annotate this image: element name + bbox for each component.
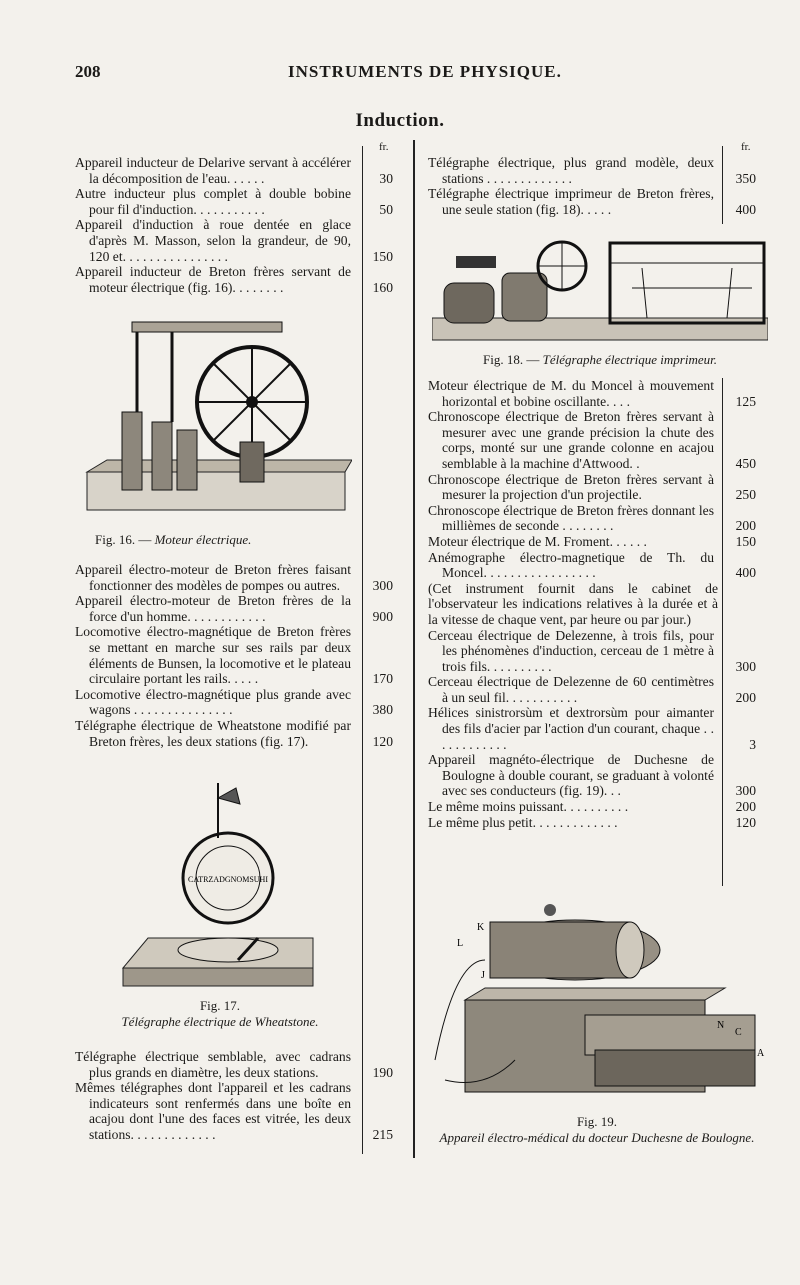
list-item: Appareil d'induction à roue dentée en glace d'après M. Masson, selon la grandeur, de 90, 120 et. . . . . . . . . . . . . . . . 150 [75,217,393,264]
list-item: Chronoscope électrique de Breton frères servant à mesurer avec une grande précision la chute des corps, monté sur une grande colonne en acajou semblable à la machine d'Attwood. . 450 [428,409,756,471]
fig19-letter-c: C [735,1027,742,1038]
column-divider [413,140,415,1158]
fig17-label: Fig. 17. [199,998,241,1013]
fig19-title: Appareil électro-médical du docteur Duchesne de Boulogne. [439,1130,755,1145]
list-item: Le même plus petit. . . . . . . . . . . . . 120 [428,814,756,830]
note-text: (Cet instrument fournit dans le cabinet de l'observateur les indications relatives à la durée et à la vitesse de chaque vent, par heure ou par jour.) [428,580,718,627]
right-column-middle [428,378,758,830]
left-column-middle [75,562,395,749]
list-item: Appareil inducteur de Delarive servant à accélérer la décomposition de l'eau. . . . . . 30 [75,155,393,186]
page-number: 208 [75,62,101,81]
fig19-illustration [425,900,770,1110]
left-column-top [75,155,395,295]
fig17-dial-text: CATRZADGNOMSUHI [187,875,269,884]
right-column-top [428,155,758,217]
list-item: Locomotive électro-magnétique de Breton frères se mettant en marche sur ses rails par deux éléments de Bunsen, la locomotive et le plateau circulaire portant les rails. . . . . 170 [75,624,393,687]
list-item: Cerceau électrique de Delezenne, à trois fils, pour les phénomènes d'induction, cerceau de 1 mètre à trois fils. . . . . . . . . . 300 [428,627,756,674]
fig17-illustration [118,778,318,992]
list-item: Télégraphe électrique imprimeur de Breton frères, une seule station (fig. 18). . . . . 400 [428,186,756,217]
list-item: Hélices sinistrorsùm et dextrorsùm pour aimanter des fils d'acier par l'action d'un courant, chaque . . . . . . . . . . . . 3 [428,705,756,752]
list-item: Le même moins puissant. . . . . . . . . . 200 [428,799,756,815]
list-item: Appareil électro-moteur de Breton frères de la force d'un homme. . . . . . . . . . . . 900 [75,593,393,624]
fig19-letter-l: L [457,938,464,949]
list-item: Appareil inducteur de Breton frères servant de moteur électrique (fig. 16). . . . . . . . 160 [75,264,393,295]
list-item: Mêmes télégraphes dont l'appareil et les cadrans indicateurs sont renfermés dans une boîte en acajou dont l'une des faces est vitrée, les deux stations. . . . . . . . . . . . . 215 [75,1080,393,1142]
list-item: Télégraphe électrique, plus grand modèle, deux stations . . . . . . . . . . . . . 350 [428,155,756,186]
section-title: Induction. [355,110,445,131]
fig17-title: Télégraphe électrique de Wheatstone. [121,1014,319,1029]
list-item: Locomotive électro-magnétique plus grande avec wagons . . . . . . . . . . . . . . . 380 [75,686,393,718]
list-item: Cerceau électrique de Delezenne de 60 centimètres à un seul fil. . . . . . . . . . . 200 [428,674,756,705]
fig18-label: Fig. 18. [483,352,524,367]
list-item: Chronoscope électrique de Breton frères donnant les millièmes de seconde . . . . . . . . 200 [428,502,756,534]
list-item: Anémographe électro-magnetique de Th. du Moncel. . . . . . . . . . . . . . . . . 400 [428,549,756,581]
list-item: Appareil électro-moteur de Breton frères faisant fonctionner des modèles de pompes ou autres. 300 [75,562,393,593]
running-title: INSTRUMENTS DE PHYSIQUE. [288,62,562,81]
fig19-label: Fig. 19. [576,1114,618,1129]
fig16-title: Moteur électrique. [154,532,252,547]
currency-label-left: fr. [379,141,389,153]
list-item: Télégraphe électrique de Wheatstone modifié par Breton frères, les deux stations (fig. 17). 120 [75,717,393,749]
list-item: Appareil magnéto-électrique de Duchesne de Boulogne à double courant, se graduant à volonté avec ses conducteurs (fig. 19). . . 300 [428,752,756,799]
fig17-caption [75,998,365,1030]
fig16-label: Fig. 16. [95,532,136,547]
fig18-title: Télégraphe électrique imprimeur. [542,352,717,367]
currency-label-right: fr. [741,141,751,153]
fig16-illustration [82,312,352,526]
page-header [0,62,800,86]
list-item: Autre inducteur plus complet à double bobine pour fil d'induction. . . . . . . . . . . 50 [75,186,393,217]
fig19-letter-j: J [481,970,485,981]
fig18-caption: Fig. 18. — Télégraphe électrique imprimeur. [483,352,717,367]
fig16-caption: Fig. 16. — Moteur électrique. [95,532,252,547]
list-item: Moteur électrique de M. du Moncel à mouvement horizontal et bobine oscillante. . . . 125 [428,378,756,409]
fig19-letter-a: A [757,1048,765,1059]
fig19-letter-n: N [717,1020,725,1031]
fig18-illustration [432,238,768,348]
fig19-letter-k: K [477,922,485,933]
fig19-caption [424,1114,770,1146]
left-column-bottom [75,1049,395,1143]
list-item: Télégraphe électrique semblable, avec cadrans plus grands en diamètre, les deux stations. 190 [75,1049,393,1080]
list-item: Moteur électrique de M. Froment. . . . . . 150 [428,533,756,549]
list-item: Chronoscope électrique de Breton frères servant à mesurer la projection d'un projectile. 250 [428,471,756,503]
